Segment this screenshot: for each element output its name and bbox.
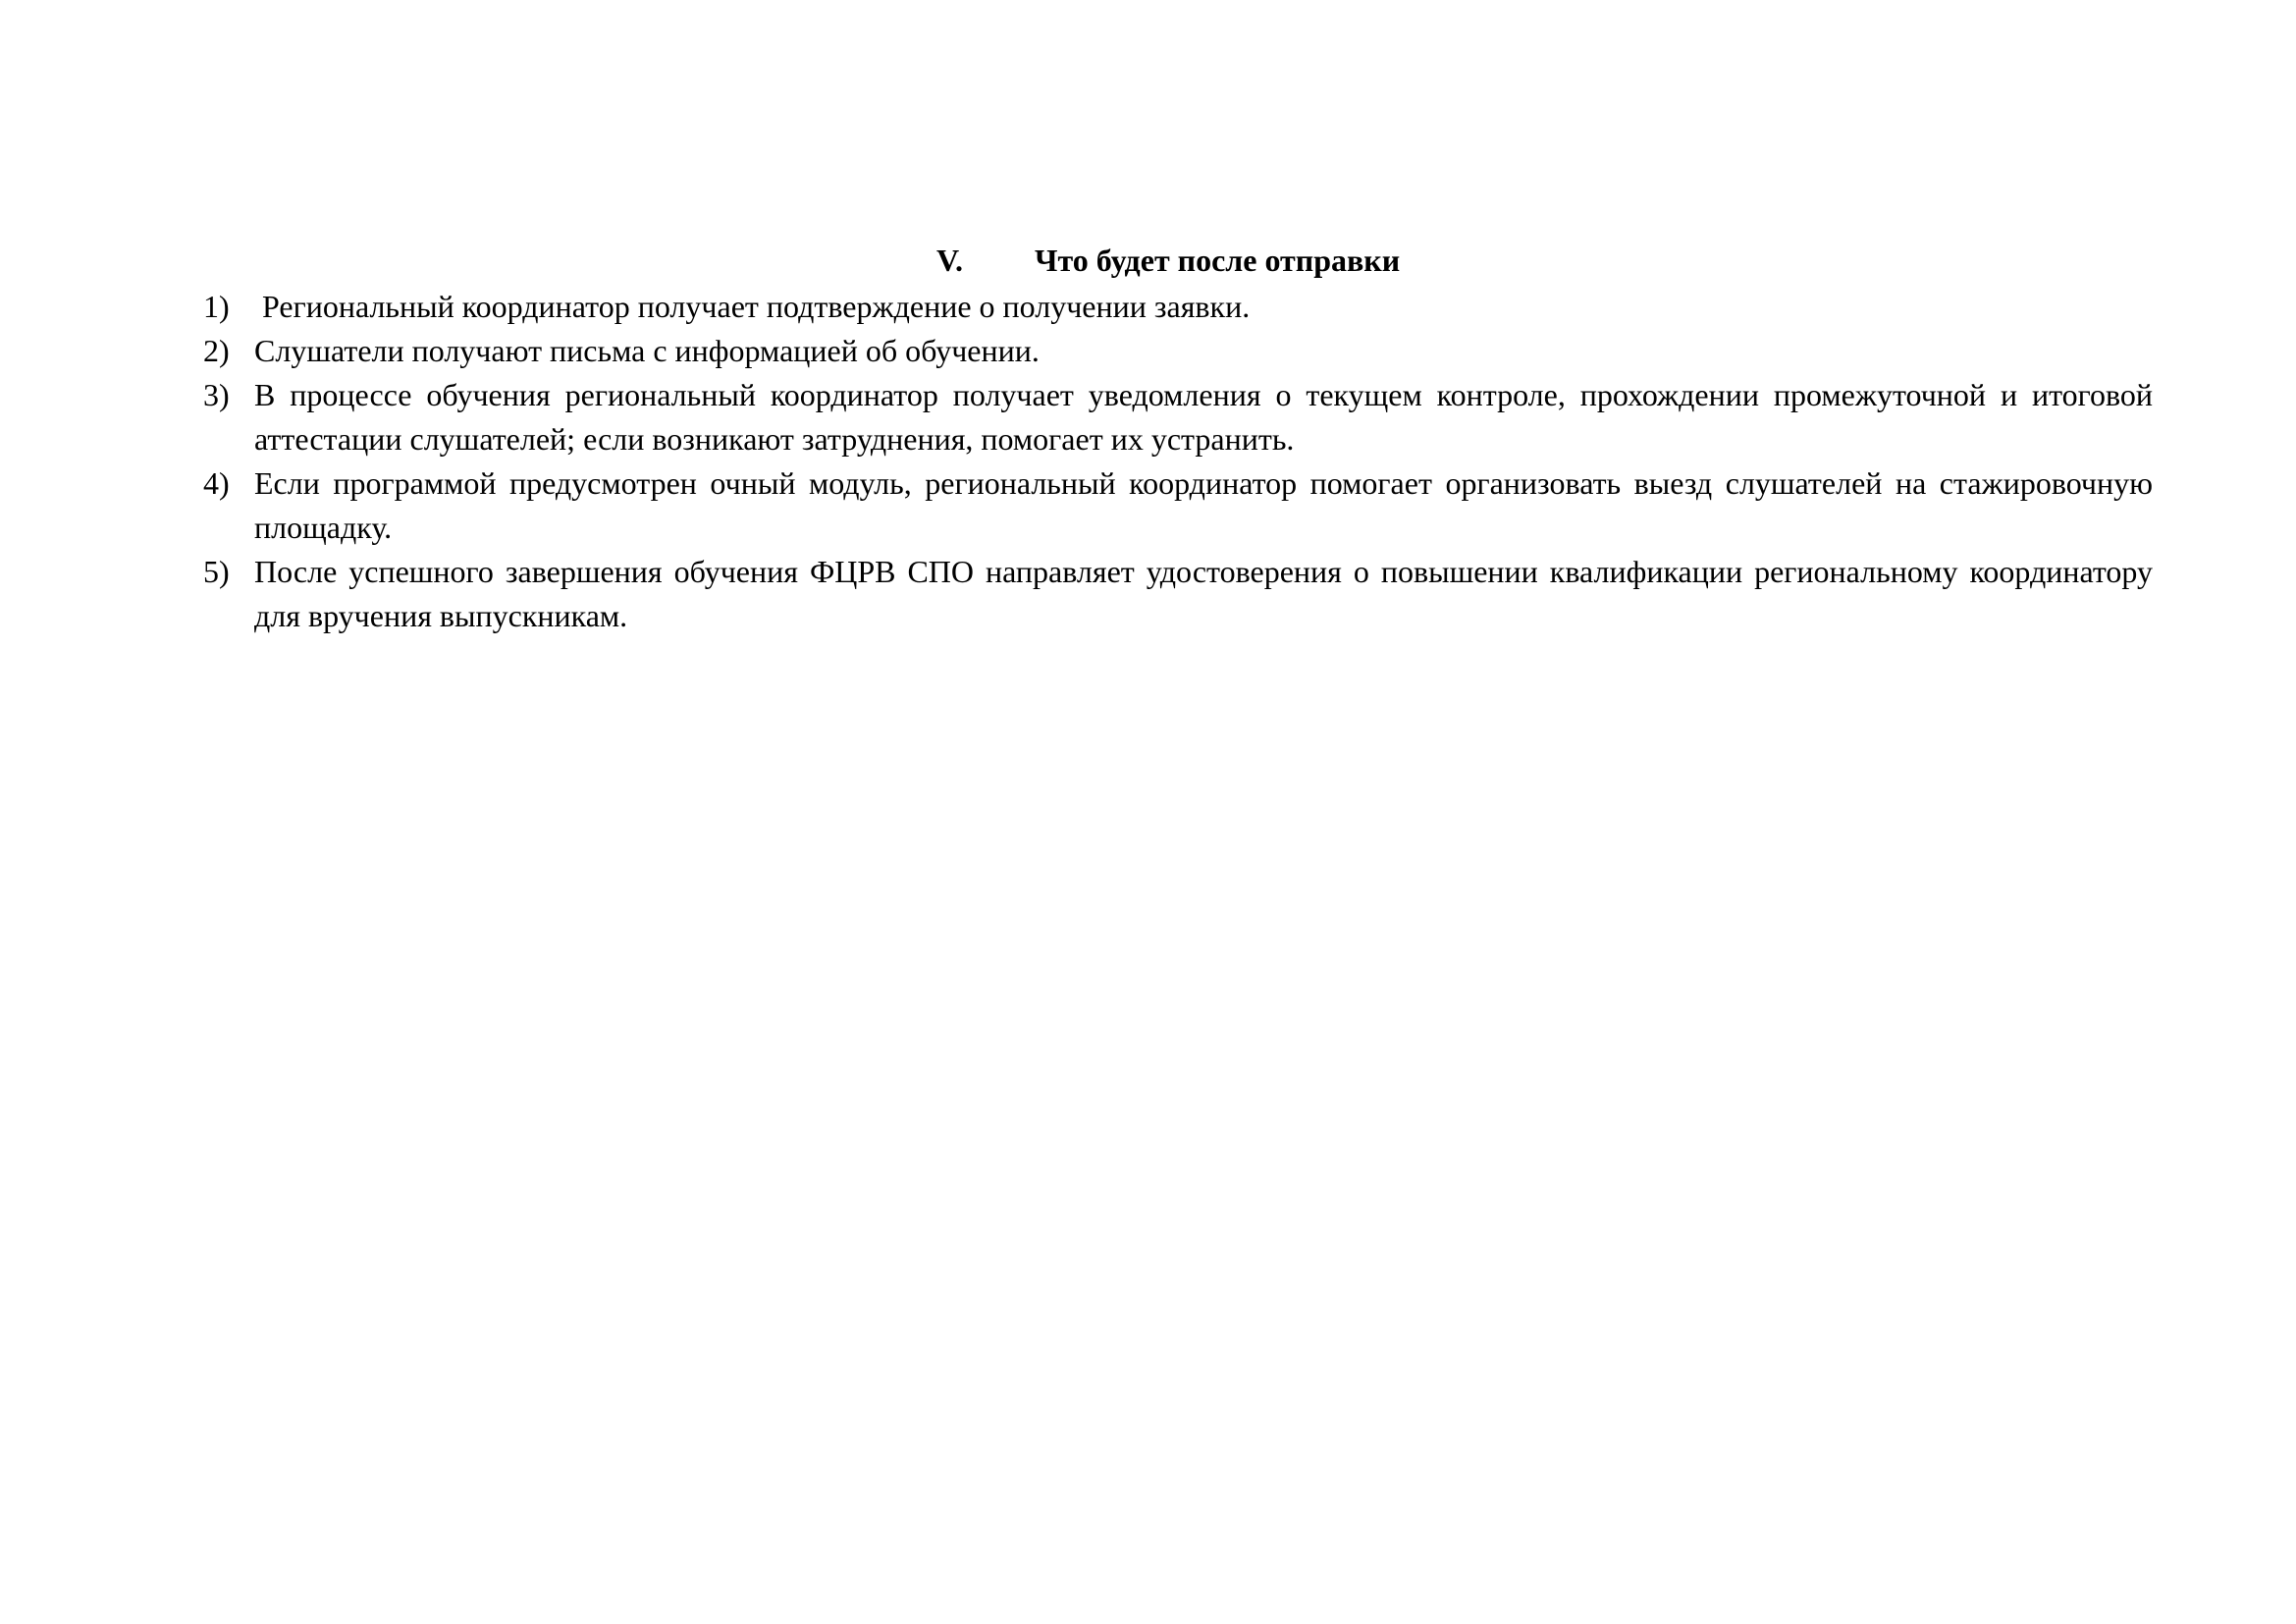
list-item-text: Слушатели получают письма с информацией об обучении. <box>254 333 1040 368</box>
list-item-text: Если программой предусмотрен очный модуль, региональный координатор помогает организовать выезд слушателей на стажировочную площадку. <box>254 465 2153 545</box>
list-item <box>203 550 2153 638</box>
list-item-number: 3) <box>203 377 230 412</box>
list-item-number: 5) <box>203 554 230 589</box>
list-item-number: 2) <box>203 333 230 368</box>
list-item-number: 1) <box>203 289 230 324</box>
section-heading <box>203 236 2153 285</box>
section-number: V. <box>936 243 963 278</box>
list-item <box>203 461 2153 550</box>
list-item-number: 4) <box>203 465 230 501</box>
steps-list <box>203 285 2153 638</box>
section-title: Что будет после отправки <box>1035 243 1401 278</box>
list-item <box>203 373 2153 461</box>
list-item-text: После успешного завершения обучения ФЦРВ СПО направляет удостоверения о повышении квалификации региональному координатору для вручения выпускникам. <box>254 554 2153 633</box>
document-page <box>203 236 2153 638</box>
list-item <box>203 329 2153 373</box>
list-item-text: В процессе обучения региональный координатор получает уведомления о текущем контроле, прохождении промежуточной и итоговой аттестации слушателей; если возникают затруднения, помогает их устранить. <box>254 377 2153 457</box>
list-item-text: Региональный координатор получает подтверждение о получении заявки. <box>262 289 1251 324</box>
list-item <box>203 285 2153 329</box>
